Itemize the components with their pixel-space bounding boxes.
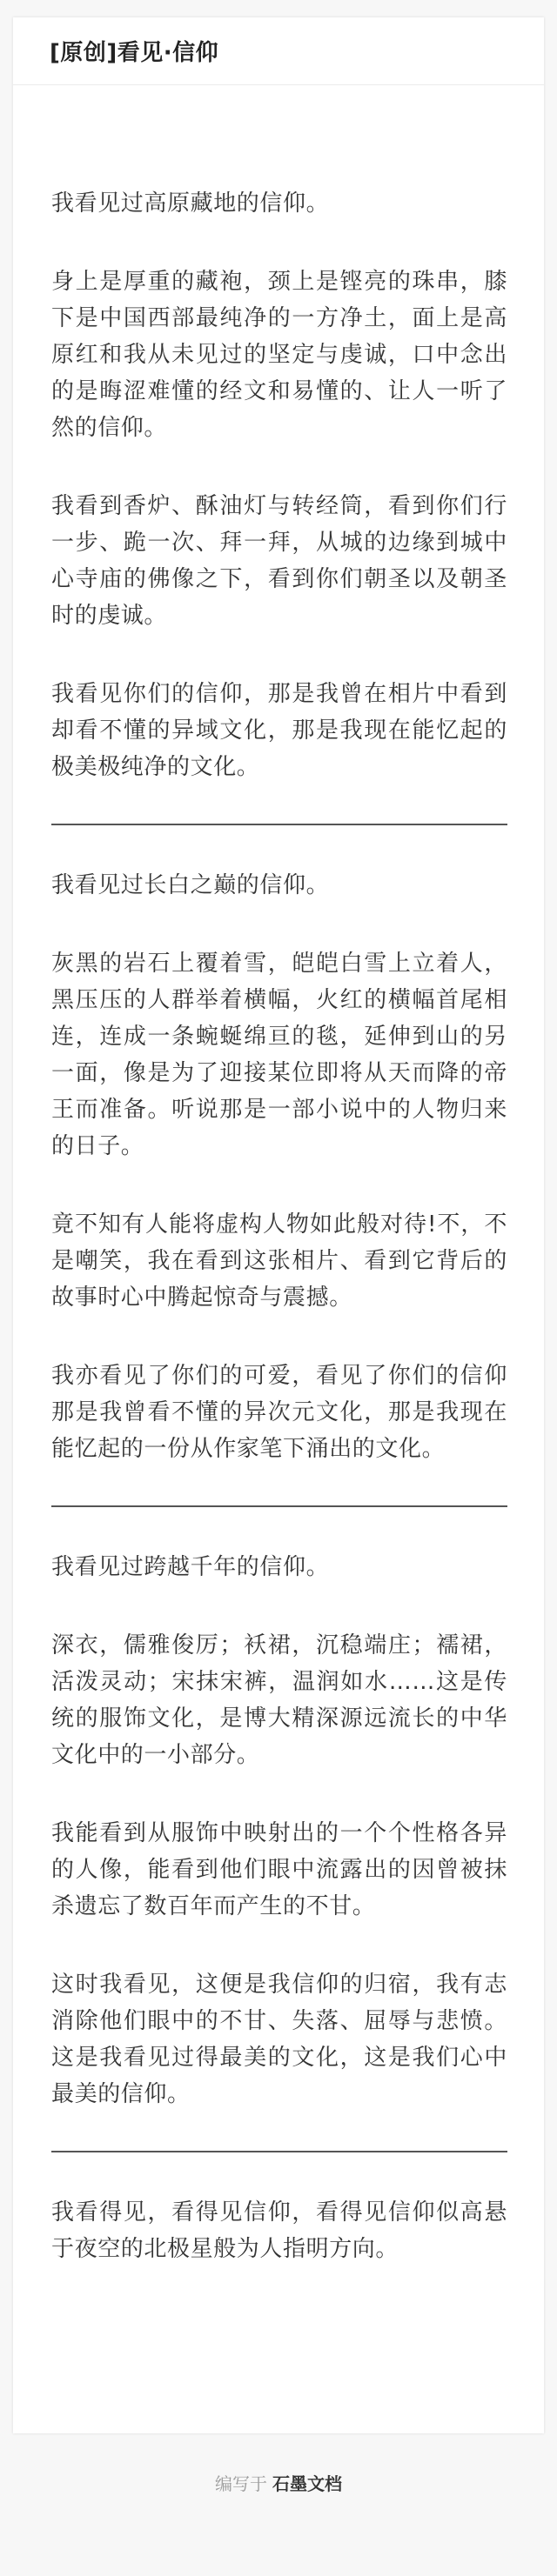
- footer-prefix: 编写于: [215, 2473, 267, 2494]
- paragraph: 我看见你们的信仰，那是我曾在相片中看到却看不懂的异域文化，那是我现在能忆起的极美极纯净的文化。: [51, 681, 507, 780]
- section-divider: [51, 1505, 507, 1507]
- paragraph: 竟不知有人能将虚构人物如此般对待!不，不是嘲笑，我在看到这张相片、看到它背后的故事时心中腾起惊奇与震撼。: [51, 1211, 507, 1311]
- paragraph: 我看得见，看得见信仰，看得见信仰似高悬于夜空的北极星般为人指明方向。: [51, 2199, 507, 2262]
- paragraph: 我亦看见了你们的可爱，看见了你们的信仰那是我曾看不懂的异次元文化，那是我现在能忆起的一份从作家笔下涌出的文化。: [51, 1363, 507, 1462]
- paragraph: 身上是厚重的藏袍，颈上是铿亮的珠串，膝下是中国西部最纯净的一方净土，面上是高原红和我从未见过的坚定与虔诚，口中念出的是晦涩难懂的经文和易懂的、让人一听了然的信仰。: [51, 269, 507, 441]
- paragraph: 我看见过跨越千年的信仰。: [51, 1554, 330, 1580]
- paragraph: 我看见过高原藏地的信仰。: [51, 190, 330, 217]
- footer-brand-link[interactable]: 石墨文档: [272, 2473, 342, 2494]
- paragraph: 深衣，儒雅俊厉；袄裙，沉稳端庄；襦裙，活泼灵动；宋抹宋裤，温润如水……这是传统的服饰文化，是博大精深源远流长的中华文化中的一小部分。: [51, 1632, 507, 1768]
- document-card: [13, 17, 544, 2433]
- document-body: [13, 85, 544, 2267]
- paragraph: 灰黑的岩石上覆着雪，皑皑白雪上立着人，黑压压的人群举着横幅，火红的横幅首尾相连，连成一条蜿蜒绵亘的毯，延伸到山的另一面，像是为了迎接某位即将从天而降的帝王而准备。听说那是一部小说中的人物归来的日子。: [51, 951, 507, 1159]
- section-tibet: [51, 185, 507, 785]
- paragraph: 我能看到从服饰中映射出的一个个性格各异的人像，能看到他们眼中流露出的因曾被抹杀遗忘了数百年而产生的不甘。: [51, 1820, 507, 1919]
- paragraph: 我看到香炉、酥油灯与转经筒，看到你们行一步、跪一次、拜一拜，从城的边缘到城中心寺庙的佛像之下，看到你们朝圣以及朝圣时的虔诚。: [51, 493, 507, 629]
- section-hanfu: [51, 1549, 507, 2112]
- paragraph: 这时我看见，这便是我信仰的归宿，我有志消除他们眼中的不甘、失落、屈辱与悲愤。这是我看见过得最美的文化，这是我们心中最美的信仰。: [51, 1972, 507, 2107]
- section-divider: [51, 2151, 507, 2152]
- document-footer: [0, 2472, 557, 2496]
- section-divider: [51, 824, 507, 825]
- document-header: [13, 17, 544, 85]
- document-title: [原创]看见·信仰: [50, 40, 219, 66]
- section-conclusion: [51, 2194, 507, 2267]
- section-changbai: [51, 867, 507, 1467]
- paragraph: 我看见过长白之巅的信仰。: [51, 872, 330, 898]
